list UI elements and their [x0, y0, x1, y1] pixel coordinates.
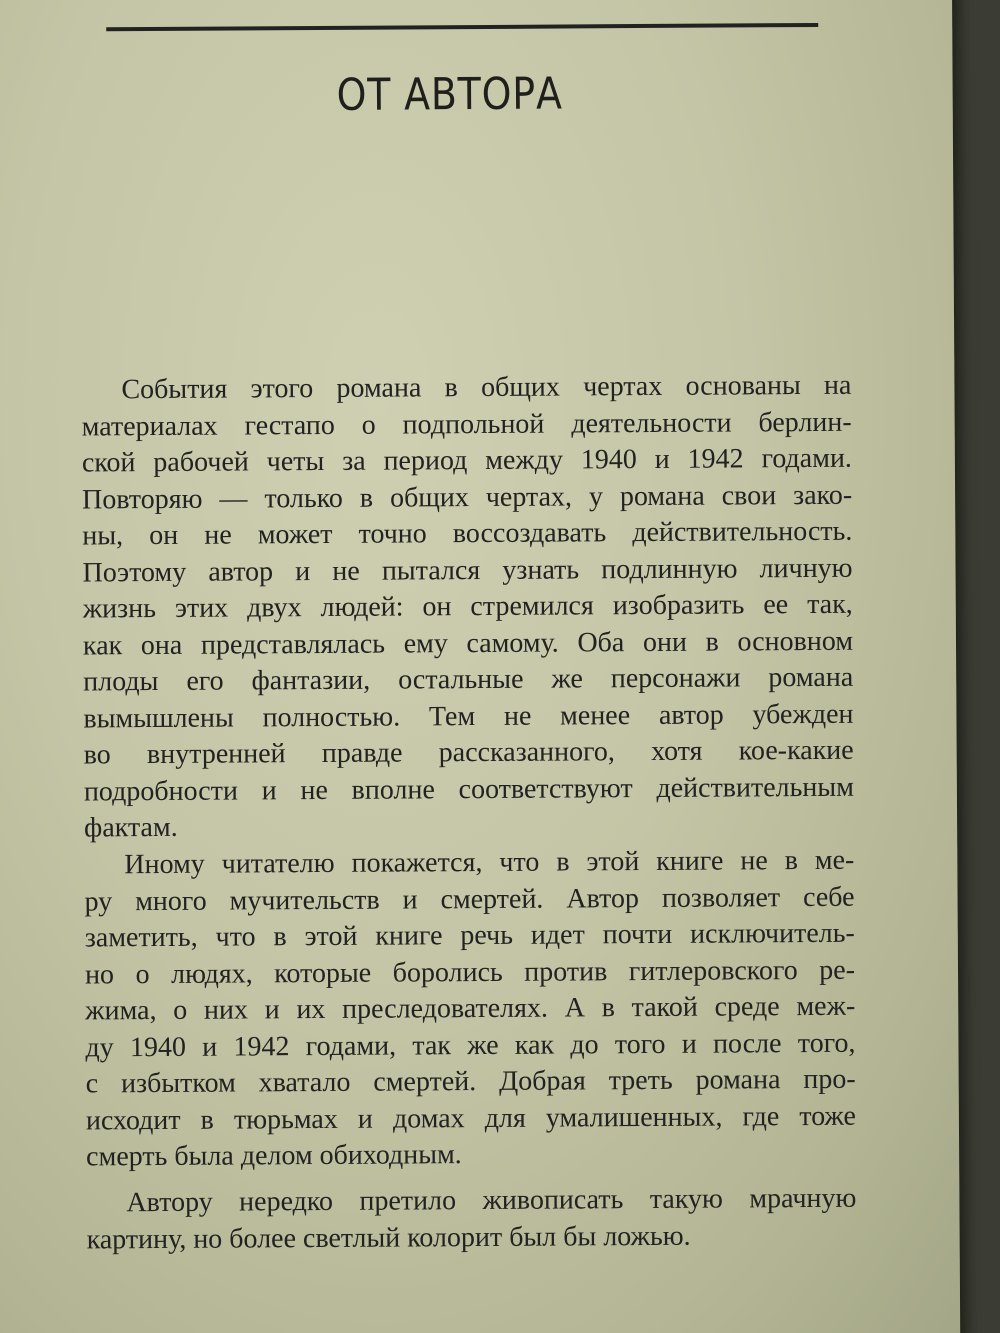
text-line: вымышлены полностью. Тем не менее автор убежден	[83, 698, 854, 734]
page-heading: ОТ АВТОРА	[336, 68, 563, 121]
text-line: подробности и не вполне соответствуют действительным	[83, 771, 854, 807]
paragraph-2	[84, 843, 856, 1176]
text-line: жизнь этих двух людей: он стремился изобразить ее так,	[82, 588, 853, 625]
text-line: материалах гестапо о подпольной деятельности берлин-	[81, 406, 852, 442]
text-line: Повторяю — только в общих чертах, у романа свои зако-	[82, 479, 853, 515]
text-line: События этого романа в общих чертах основаны на	[121, 369, 852, 406]
text-line: картину, но более светлый колорит был бы ложью.	[86, 1220, 691, 1255]
text-line: с избытком хватало смертей. Добрая треть романа про-	[85, 1063, 856, 1100]
paragraph-1	[81, 368, 854, 847]
text-line: во внутренней правде рассказанного, хотя кое-какие	[83, 734, 854, 771]
text-line: как она представлялась ему самому. Оба они в основном	[82, 625, 854, 661]
text-line: жима, о них и их преследователях. А в такой среде меж-	[85, 990, 856, 1027]
text-line: но о людях, которые боролись против гитлеровского ре-	[84, 954, 856, 990]
text-line: смерть была делом обиходным.	[86, 1139, 462, 1173]
text-line: плоды его фантазии, остальные же персонажи романа	[83, 661, 854, 698]
text-line: ру много мучительств и смертей. Автор позволяет себе	[84, 881, 855, 917]
text-line: ской рабочей четы за период между 1940 и 1942 годами.	[81, 442, 852, 479]
text-line: фактам.	[84, 811, 178, 844]
header-rule	[106, 23, 818, 31]
paragraph-3	[86, 1181, 856, 1259]
text-line: ду 1940 и 1942 годами, так же как до того и после того,	[85, 1027, 856, 1063]
text-line: Автору нередко претило живописать такую мрачную	[126, 1182, 857, 1219]
text-line: Поэтому автор и не пытался узнать подлинную личную	[82, 552, 853, 588]
text-line: исходит в тюрьмах и домах для умалишенных, где тоже	[85, 1100, 856, 1136]
text-line: заметить, что в этой книге речь идет почти исключитель-	[84, 917, 855, 954]
text-line: Иному читателю покажется, что в этой книге не в ме-	[124, 844, 855, 881]
text-line: ны, он не может точно воссоздавать действительность.	[82, 515, 853, 552]
